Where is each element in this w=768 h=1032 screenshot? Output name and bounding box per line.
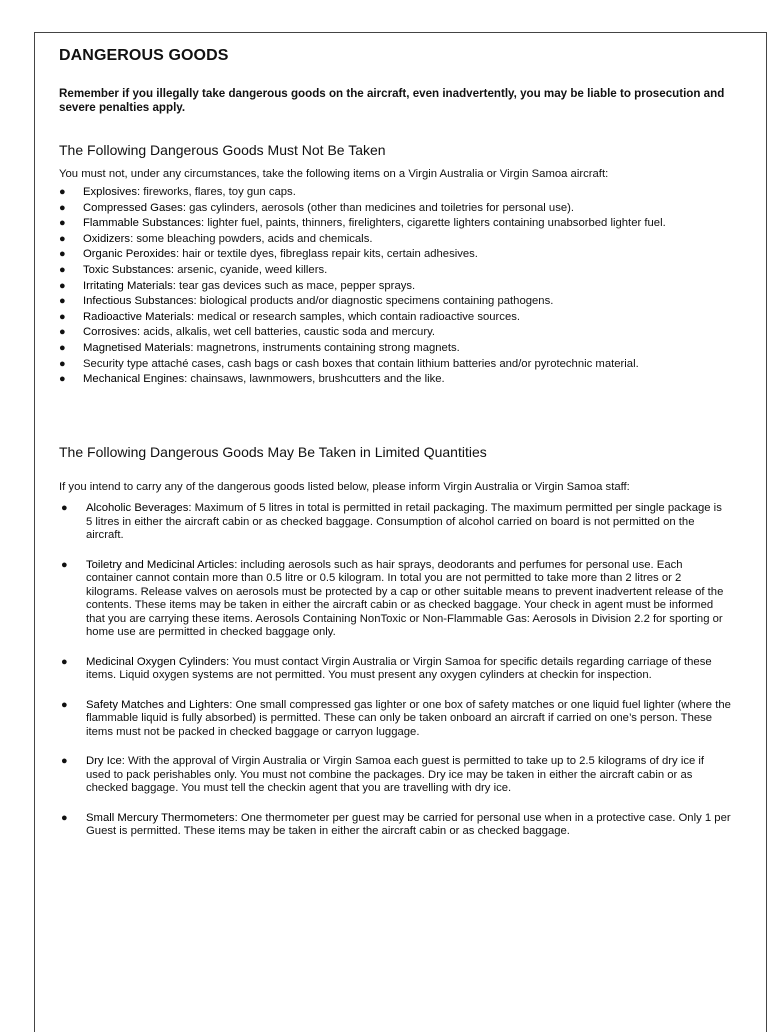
bullet-icon: ●	[59, 186, 66, 198]
bullet-icon: ●	[59, 201, 66, 214]
list-item	[59, 202, 731, 215]
list-item	[59, 559, 731, 640]
bullet-icon: ●	[59, 295, 66, 308]
item-term: Alcoholic Beverages	[86, 502, 189, 515]
list-item	[59, 264, 731, 277]
item-term: Radioactive Materials	[83, 310, 191, 323]
bullet-icon: ●	[61, 755, 68, 768]
item-text: : One thermometer per guest may be carried for personal use when in a protective case. Only 1 per Guest is permitted. These items may be taken in either the aircraft cabin or as checked baggage.	[86, 811, 731, 838]
list-item	[59, 755, 731, 796]
item-term: Magnetised Materials	[83, 341, 191, 354]
item-term: Organic Peroxides	[83, 248, 176, 261]
bullet-icon: ●	[61, 655, 68, 668]
list-item	[59, 311, 731, 324]
item-term: Toxic Substances	[83, 263, 171, 276]
page-title: DANGEROUS GOODS	[59, 47, 229, 64]
item-text: : hair or textile dyes, fibreglass repair kits, certain adhesives.	[175, 248, 478, 261]
list-item	[59, 186, 731, 199]
bullet-icon: ●	[59, 232, 66, 245]
item-term: Safety Matches and Lighters	[86, 698, 230, 711]
bullet-icon: ●	[59, 279, 66, 292]
item-text: : Maximum of 5 litres in total is permitted in retail packaging. The maximum permitted per single package is 5 litres in either the aircraft cabin or as checked baggage. Consumption of alcohol carried on board is not permitted on the aircraft.	[86, 502, 722, 542]
item-text: : One small compressed gas lighter or one box of safety matches or one liquid fuel lighter (where the flammable liquid is fully absorbed) is permitted. These can only be taken onboard an aircraft if carried on one’s person. These items must not be packed in checked baggage or carryon luggage.	[86, 698, 731, 738]
item-term: Infectious Substances	[83, 295, 194, 308]
item-term: Dry Ice	[86, 755, 122, 768]
item-term: Medicinal Oxygen Cylinders	[86, 655, 227, 668]
prohibited-items-list	[59, 186, 731, 386]
list-item	[59, 342, 731, 355]
section-intro-limited: If you intend to carry any of the dangerous goods listed below, please inform Virgin Australia or Virgin Samoa staff:	[59, 481, 630, 494]
section-intro-prohibited: You must not, under any circumstances, take the following items on a Virgin Australia or Virgin Samoa aircraft:	[59, 168, 609, 180]
item-text: : gas cylinders, aerosols (other than medicines and toiletries for personal use).	[182, 201, 575, 214]
item-text: : fireworks, flares, toy gun caps.	[137, 186, 296, 198]
list-item	[59, 295, 731, 308]
item-term: Oxidizers	[83, 232, 131, 245]
item-text: Security type attaché cases, cash bags or cash boxes that contain lithium batteries and/or pyrotechnic material.	[83, 357, 639, 370]
item-text: : arsenic, cyanide, weed killers.	[170, 263, 328, 276]
bullet-icon: ●	[59, 357, 66, 370]
list-item	[59, 502, 731, 543]
item-text: : You must contact Virgin Australia or Virgin Samoa for specific details regarding carriage of these items. Liquid oxygen systems are not permitted. You must present any oxygen cylinders at checkin for inspection.	[86, 655, 712, 682]
bullet-icon: ●	[61, 558, 68, 571]
document-content	[59, 47, 731, 855]
item-text: : medical or research samples, which contain radioactive sources.	[191, 310, 521, 323]
list-item	[59, 812, 731, 839]
item-text: : magnetrons, instruments containing strong magnets.	[190, 341, 460, 354]
item-term: Mechanical Engines	[83, 373, 185, 386]
item-term: Corrosives	[83, 326, 137, 339]
item-text: : chainsaws, lawnmowers, brushcutters and the like.	[184, 373, 445, 386]
document-page	[34, 32, 767, 1032]
bullet-icon: ●	[61, 502, 68, 515]
bullet-icon: ●	[61, 811, 68, 824]
bullet-icon: ●	[59, 263, 66, 276]
section-heading-limited: The Following Dangerous Goods May Be Taken in Limited Quantities	[59, 444, 487, 461]
list-item	[59, 233, 731, 246]
bullet-icon: ●	[59, 373, 66, 386]
item-text: : some bleaching powders, acids and chemicals.	[130, 232, 373, 245]
item-text: : lighter fuel, paints, thinners, firelighters, cigarette lighters containing unabsorbed lighter fuel.	[201, 217, 666, 230]
list-item	[59, 280, 731, 293]
item-term: Explosives	[83, 186, 137, 198]
limited-items-list	[59, 502, 731, 839]
list-item	[59, 373, 731, 386]
item-text: : biological products and/or diagnostic specimens containing pathogens.	[193, 295, 554, 308]
bullet-icon: ●	[59, 217, 66, 230]
item-term: Compressed Gases	[83, 201, 183, 214]
item-term: Toiletry and Medicinal Articles	[86, 558, 235, 571]
item-text: : including aerosols such as hair sprays, deodorants and perfumes for personal use. Each container cannot contain more than 0.5 litre or 0.5 kilogram. In total you are not permitted to take more than 2 litres or 2 kilograms. Release valves on aerosols must be protected by a cap or other suitable means to prevent inadvertent release of the contents. These items may be taken in either the aircraft cabin or as checked baggage. Your check in agent must be informed that you are carrying these items. Aerosols Containing NonToxic or Non-Flammable Gas: Aerosols in Division 2.2 for sporting or home use are permitted in checked baggage only.	[86, 558, 724, 639]
list-item	[59, 699, 731, 740]
warning-text: Remember if you illegally take dangerous goods on the aircraft, even inadvertently, you may be liable to prosecution and severe penalties apply.	[59, 87, 725, 114]
bullet-icon: ●	[59, 310, 66, 323]
section-heading-prohibited: The Following Dangerous Goods Must Not Be Taken	[59, 142, 386, 158]
item-text: : tear gas devices such as mace, pepper sprays.	[172, 279, 416, 292]
list-item	[59, 326, 731, 339]
bullet-icon: ●	[59, 326, 66, 339]
item-text: : acids, alkalis, wet cell batteries, caustic soda and mercury.	[137, 326, 436, 339]
list-item	[59, 656, 731, 683]
bullet-icon: ●	[61, 698, 68, 711]
bullet-icon: ●	[59, 248, 66, 261]
bullet-icon: ●	[59, 341, 66, 354]
list-item	[59, 248, 731, 261]
item-term: Irritating Materials	[83, 279, 173, 292]
list-item	[59, 358, 731, 371]
list-item	[59, 217, 731, 230]
item-text: : With the approval of Virgin Australia or Virgin Samoa each guest is permitted to take up to 2.5 kilograms of dry ice if used to pack perishables only. You must not combine the packages. Dry ice may be taken in either the aircraft cabin or as checked baggage. You must tell the checkin agent that you are travelling with dry ice.	[86, 755, 705, 795]
item-term: Small Mercury Thermometers	[86, 811, 235, 824]
item-term: Flammable Substances	[83, 217, 202, 230]
